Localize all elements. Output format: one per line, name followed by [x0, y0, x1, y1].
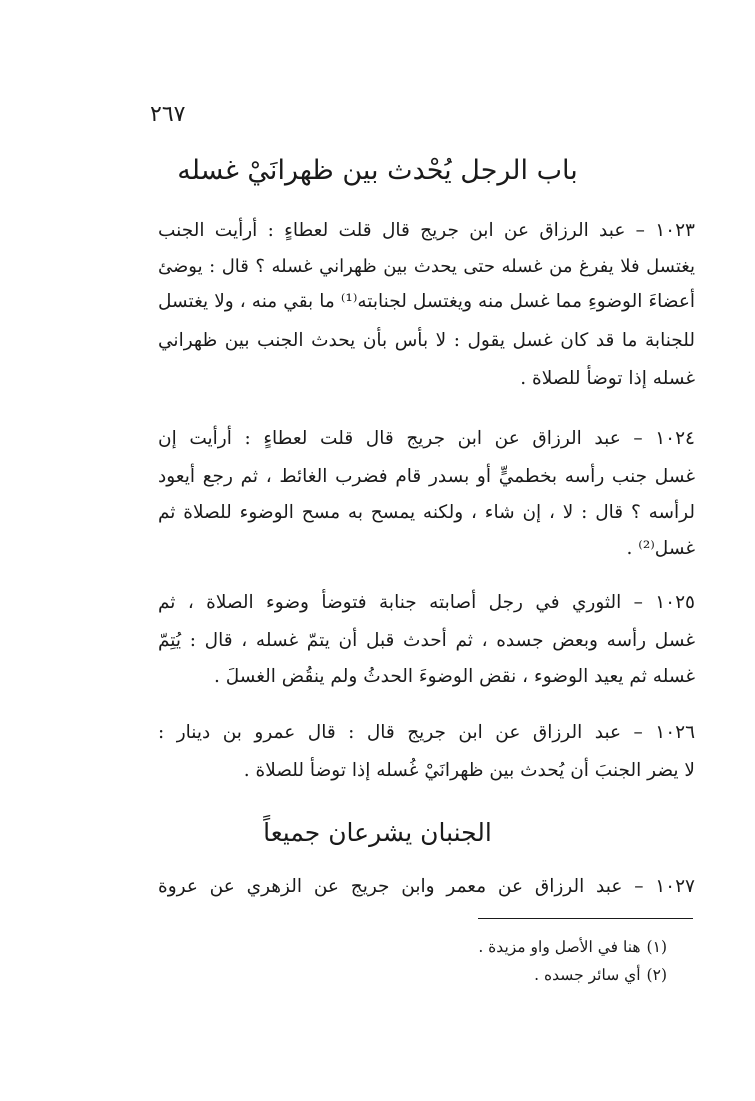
text-line: ١٠٢٣ – عبد الرزاق عن ابن جريج قال قلت لعطاءٍ : أرأيت الجنب — [158, 220, 695, 241]
text-line: ١٠٢٧ – عبد الرزاق عن معمر وابن جريج عن الزهري عن عروة — [158, 876, 695, 897]
footnote-text: أي سائر جسده . — [534, 966, 641, 984]
text-line: ١٠٢٥ – الثوري في رجل أصابته جنابة فتوضأ وضوء الصلاة ، ثم — [158, 592, 695, 613]
text-line: ١٠٢٤ – عبد الرزاق عن ابن جريج قال قلت لعطاءٍ : أرأيت إن — [158, 428, 695, 449]
text-line: لا يضر الجنبَ أن يُحدث بين ظهرانَيْ غُسله إذا توضأ للصلاة . — [243, 760, 695, 781]
text-line: غسل جنب رأسه بخطميٍّ أو بسدر قام فضرب الغائط ، ثم رجع أيعود — [158, 466, 695, 487]
footnote-1 — [478, 940, 667, 956]
section-subtitle: الجنبان يشرعان جميعاً — [263, 818, 492, 847]
text-line: غسله ثم يعيد الوضوء ، نقض الوضوءَ الحدثُ ولم ينقُض الغسلَ . — [213, 666, 695, 687]
text-line: ١٠٢٦ – عبد الرزاق عن ابن جريج قال : قال عمرو بن دينار : — [158, 722, 696, 743]
footnote-number: (١) — [646, 938, 667, 956]
text-line: أعضاءَ الوضوءِ مما غسل منه ويغتسل لجنابته⁽¹⁾ ما بقي منه ، ولا يغتسل — [158, 291, 695, 312]
footnote-separator — [478, 918, 693, 919]
footnote-text: هنا في الأصل واو مزيدة . — [478, 938, 641, 956]
text-line: يغتسل فلا يفرغ من غسله حتى يحدث بين ظهراني غسله ؟ قال : يوضئ — [158, 256, 695, 277]
text-line: غسل رأسه وبعض جسده ، ثم أحدث قبل أن يتمّ غسله ، قال : يُتِمّ — [158, 630, 695, 651]
footnote-number: (٢) — [646, 966, 667, 984]
chapter-title: باب الرجل يُحْدث بين ظهرانَيْ غسله — [177, 155, 578, 186]
page-number: ٢٦٧ — [150, 102, 186, 127]
text-line: للجنابة ما قد كان غسل يقول : لا بأس بأن يحدث الجنب بين ظهراني — [158, 330, 695, 351]
footnote-2 — [534, 968, 667, 984]
text-line: لرأسه ؟ قال : لا ، إن شاء ، ولكنه يمسح به مسح الوضوء للصلاة ثم — [158, 502, 695, 523]
text-line: غسل⁽²⁾ . — [626, 538, 695, 559]
text-line: غسله إذا توضأ للصلاة . — [520, 368, 695, 389]
